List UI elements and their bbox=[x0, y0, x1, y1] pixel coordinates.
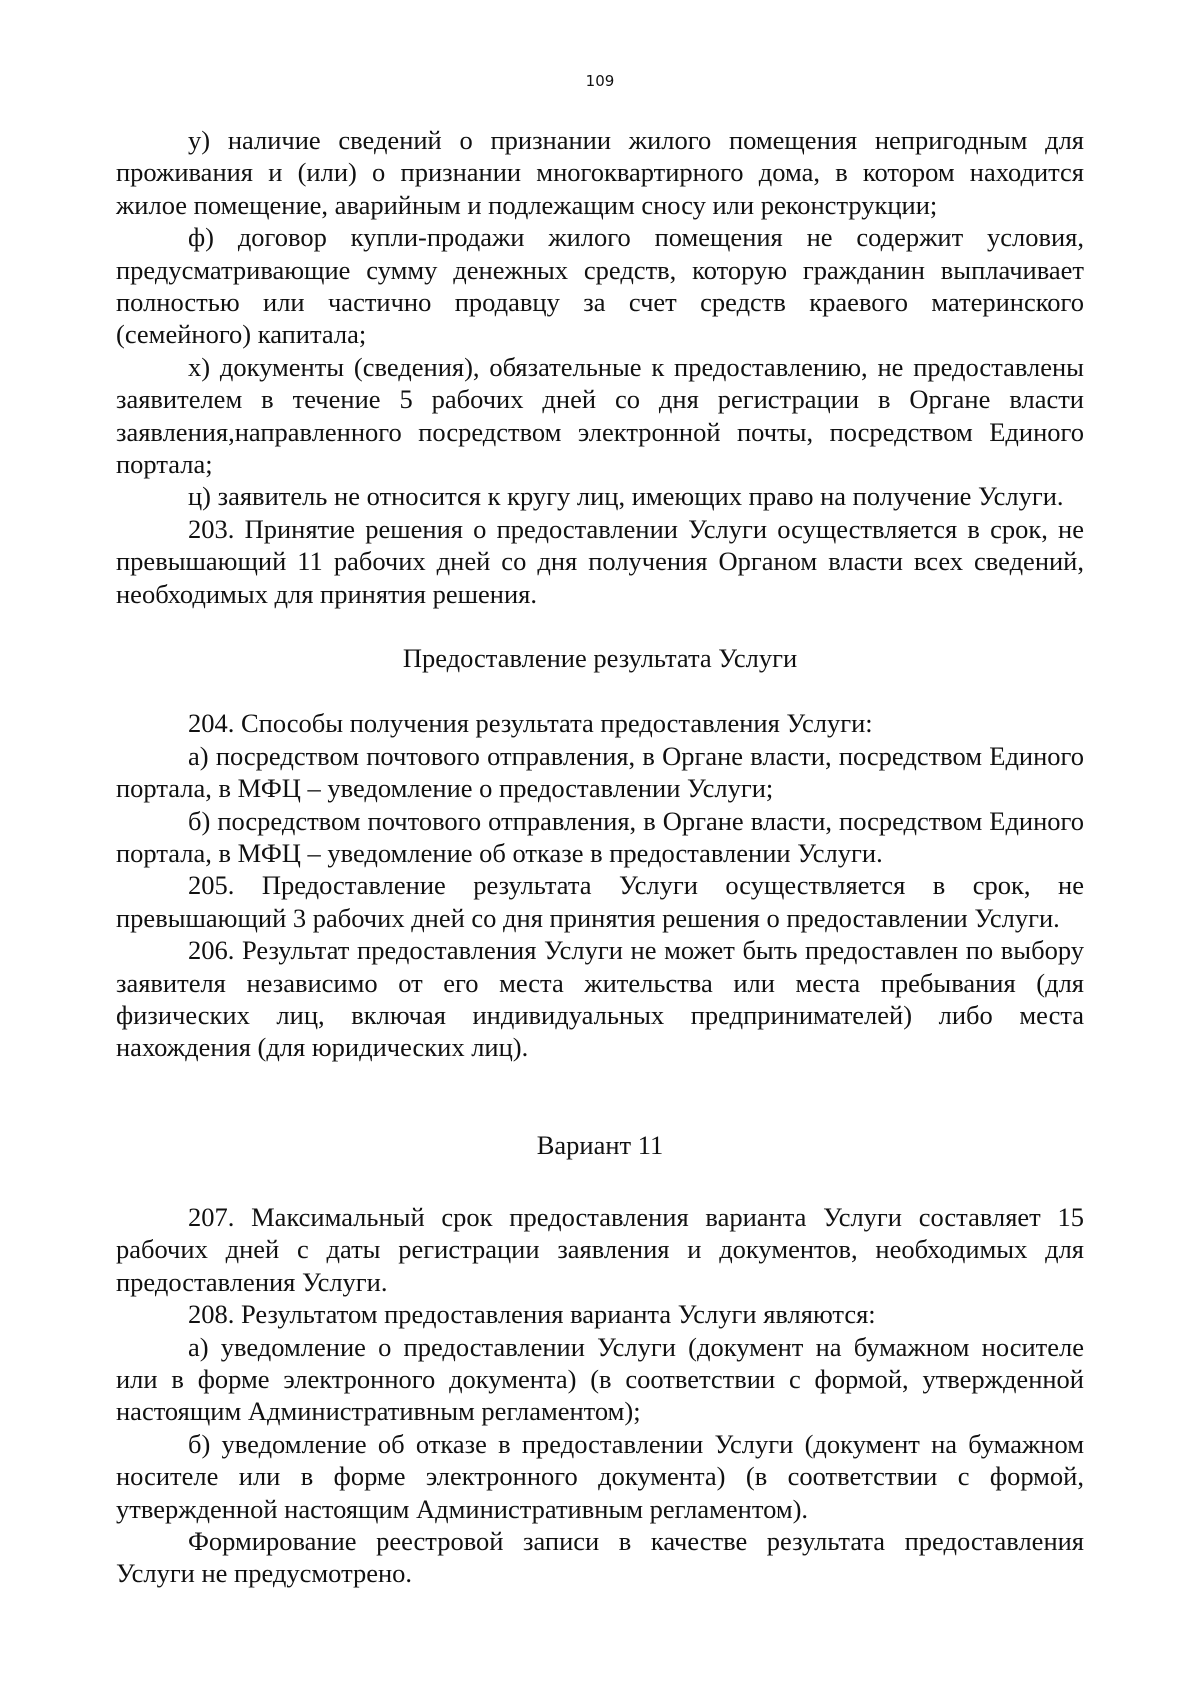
section-heading-variant: Вариант 11 bbox=[536, 1129, 664, 1160]
paragraph-204: 204. Способы получения результата предоставления Услуги: bbox=[188, 708, 873, 739]
document-body bbox=[116, 124, 1084, 1590]
paragraph-u: у) наличие сведений о признании жилого помещения непригодным для проживания и (или) о признании многоквартирного дома, в котором находится жилое помещение, аварийным и подлежащим сносу или реконструкции; bbox=[116, 125, 1084, 220]
paragraph-204-a: а) посредством почтового отправления, в Органе власти, посредством Единого портала, в МФЦ – уведомление о предоставлении Услуги; bbox=[116, 740, 1084, 804]
paragraph-204-b: б) посредством почтового отправления, в Органе власти, посредством Единого портала, в МФЦ – уведомление об отказе в предоставлении Услуги. bbox=[116, 805, 1084, 868]
paragraph-203: 203. Принятие решения о предоставлении Услуги осуществляется в срок, не превышающий 11 рабочих дней со дня получения Органом власти всех сведений, необходимых для принятия решения. bbox=[116, 513, 1084, 609]
paragraph-205: 205. Предоставление результата Услуги осуществляется в срок, не превышающий 3 рабочих дней со дня принятия решения о предоставлении Услуги. bbox=[116, 870, 1084, 933]
paragraph-208-b: б) уведомление об отказе в предоставлении Услуги (документ на бумажном носителе или в форме электронного документа) (в соответствии с формой, утвержденной настоящим Административным регламентом). bbox=[116, 1428, 1084, 1524]
paragraph-207: 207. Максимальный срок предоставления варианта Услуги составляет 15 рабочих дней с даты регистрации заявления и документов, необходимых для предоставления Услуги. bbox=[116, 1201, 1084, 1297]
spacer bbox=[116, 1064, 1084, 1129]
page-number: 109 bbox=[585, 72, 615, 90]
spacer bbox=[116, 675, 1084, 707]
paragraph-ts: ц) заявитель не относится к кругу лиц, имеющих право на получение Услуги. bbox=[188, 481, 1064, 512]
paragraph-206: 206. Результат предоставления Услуги не может быть предоставлен по выбору заявителя независимо от его места жительства или места пребывания (для физических лиц, включая индивидуальных предпринимателей) либо места нахождения (для юридических лиц). bbox=[116, 935, 1084, 1063]
paragraph-kh: х) документы (сведения), обязательные к предоставлению, не предоставлены заявителем в течение 5 рабочих дней со дня регистрации в Органе власти заявления,направленного посредством электронной почты, посредством Единого портала; bbox=[116, 351, 1084, 480]
spacer bbox=[116, 1161, 1084, 1201]
paragraph-registry: Формирование реестровой записи в качестве результата предоставления Услуги не предусмотрено. bbox=[116, 1526, 1084, 1589]
paragraph-208-a: а) уведомление о предоставлении Услуги (документ на бумажном носителе или в форме электронного документа) (в соответствии с формой, утвержденной настоящим Административным регламентом); bbox=[116, 1331, 1084, 1427]
spacer bbox=[116, 610, 1084, 642]
paragraph-208: 208. Результатом предоставления варианта Услуги являются: bbox=[188, 1299, 876, 1330]
paragraph-f: ф) договор купли-продажи жилого помещения не содержит условия, предусматривающие сумму денежных средств, которую гражданин выплачивает полностью или частично продавцу за счет средств краевого материнского (семейного) капитала; bbox=[116, 222, 1084, 350]
section-heading-result: Предоставление результата Услуги bbox=[402, 643, 798, 674]
